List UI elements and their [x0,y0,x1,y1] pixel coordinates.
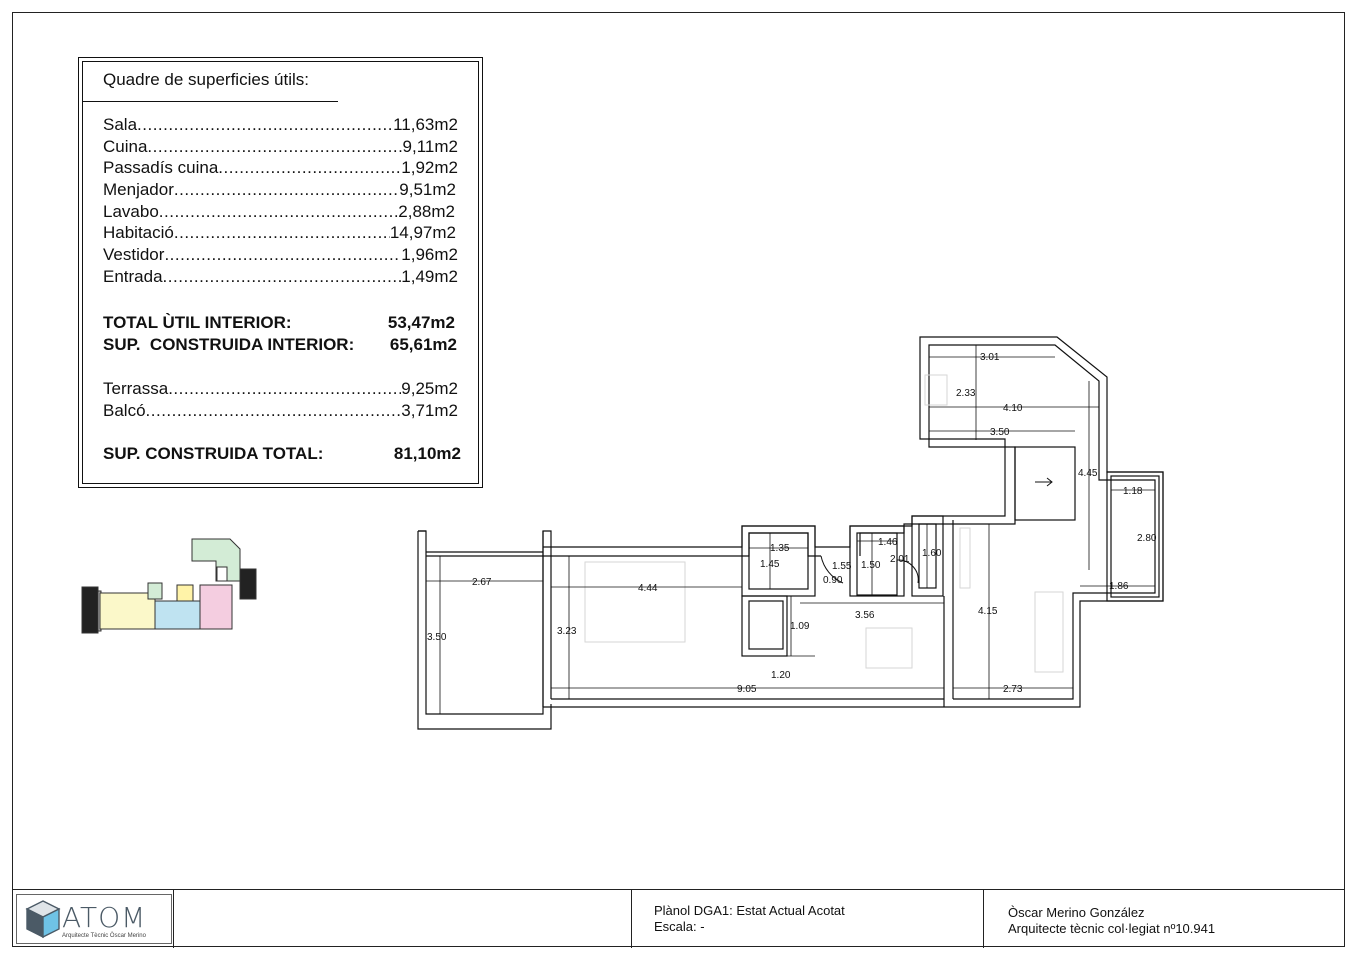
logo-text: ATOM [62,901,147,934]
total-util-value: 53,47m2 [387,313,455,332]
room-row [103,135,458,157]
title-divider [983,890,984,948]
room-name: Entrada [103,267,163,286]
plan-scale: Escala: - [654,919,705,934]
dot-leader [147,137,402,157]
keyplan-sala [100,593,155,629]
room-name: Passadís cuina [103,158,219,177]
dimension-lines [426,345,1155,714]
dim-label: 3.01 [980,352,1000,363]
dim-label: 2.73 [1003,684,1023,695]
sink-outline [925,375,947,405]
keyplan-entrada [217,567,227,581]
plan-walls [418,337,1163,729]
dim-label: 1.55 [832,561,852,572]
dot-leader [159,202,399,222]
title-divider [173,890,174,948]
dim-label: 1.18 [1123,486,1143,497]
dim-label: 2.80 [1137,533,1157,544]
room-row [103,113,458,135]
dot-leader [163,267,402,287]
floor-plan [415,334,1175,734]
dim-label: 1.20 [771,670,791,681]
dim-label: 9.05 [737,684,757,695]
dim-label: 4.15 [978,606,998,617]
room-row [103,221,456,243]
dimension-labels [427,352,1157,695]
dot-leader [174,223,390,243]
exterior-area: 9,25m2 [401,379,458,398]
sup-interior-label: SUP. CONSTRUIDA INTERIOR: [103,335,355,354]
sofa-outline [1035,592,1063,672]
title-block [12,889,1345,947]
dim-label: 1.50 [861,560,881,571]
dim-label: 2.33 [956,388,976,399]
table-outline [866,628,912,668]
title-divider [631,890,632,948]
keyplan-cuina [192,539,240,581]
exterior-name: Balcó [103,401,146,420]
room-name: Sala [103,115,138,134]
exterior-area: 3,71m2 [401,401,458,420]
dot-leader [218,158,401,178]
counter-outline [960,528,970,588]
keyplan-balcony [82,587,98,633]
logo-subtitle: Arquitecte Tècnic Òscar Merino [62,933,146,939]
room-name: Lavabo [103,202,159,221]
dot-leader [146,401,402,421]
dim-label: 4.45 [1078,468,1098,479]
dot-leader [164,245,401,265]
room-row [103,156,458,178]
dim-label: 2.01 [890,554,910,565]
dim-label: 1.60 [922,548,942,559]
sup-total-value: 81,10m2 [393,444,461,463]
sup-total-label: SUP. CONSTRUIDA TOTAL: [103,444,324,463]
logo-box [16,894,172,944]
plan-title: Plànol DGA1: Estat Actual Acotat [654,903,845,918]
exterior-row [103,377,458,399]
room-area: 1,49m2 [401,267,458,286]
dot-leader [168,379,401,399]
main-interior-wall [551,345,1155,699]
room-area: 14,97m2 [389,223,456,242]
dim-label: 0.90 [823,575,843,586]
author-name: Òscar Merino González [1008,905,1145,920]
dim-label: 2.67 [472,577,492,588]
total-util-label: TOTAL ÙTIL INTERIOR: [103,313,292,332]
bed-outline [585,562,685,642]
room-area: 1,92m2 [401,158,458,177]
dim-label: 3.56 [855,610,875,621]
dim-label: 3.50 [427,632,447,643]
cube-logo-icon [23,897,63,943]
room-row [103,265,458,287]
room-row [103,243,458,265]
room-name: Vestidor [103,245,165,264]
sup-interior-value: 65,61m2 [389,335,457,354]
exterior-name: Terrassa [103,379,169,398]
room-area: 9,11m2 [402,137,458,156]
dim-label: 3.23 [557,626,577,637]
keyplan-habitacio [200,585,232,629]
keyplan-passadis [177,585,193,601]
dim-label: 1.45 [760,559,780,570]
room-row [103,200,455,222]
dim-label: 1.09 [790,621,810,632]
room-area: 11,63m2 [393,115,458,134]
terrace-wall [418,531,551,729]
keyplan-menjador [155,601,200,629]
dot-leader [174,180,399,200]
exterior-row [103,399,458,421]
dim-label: 4.10 [1003,403,1023,414]
room-name: Habitació [103,223,174,242]
room-area: 2,88m2 [398,202,455,221]
surfaces-title: Quadre de superficies útils: [103,70,309,89]
terrace-outline [418,531,551,714]
sup-interior-row [103,335,457,355]
dim-label: 4.44 [638,583,658,594]
dim-label: 3.50 [990,427,1010,438]
main-exterior-wall [543,337,1163,707]
author-role: Arquitecte tècnic col·legiat nº10.941 [1008,921,1216,936]
sup-total-row [103,444,461,464]
room-area: 1,96m2 [401,245,458,264]
room-row [103,178,456,200]
keyplan-lavabo [148,583,162,599]
stair-block [1015,447,1075,520]
room-name: Menjador [103,180,174,199]
shaft-inner [749,601,783,649]
room-name: Cuina [103,137,148,156]
keyplan-balco-right [240,569,256,599]
key-plan-thumbnail [80,535,260,637]
dim-label: 1.86 [1109,581,1129,592]
surfaces-title-rule [83,101,338,102]
dim-label: 1.46 [878,537,898,548]
dim-label: 1.35 [770,543,790,554]
room-area: 9,51m2 [399,180,456,199]
total-util-row [103,313,455,333]
dot-leader [137,115,393,135]
